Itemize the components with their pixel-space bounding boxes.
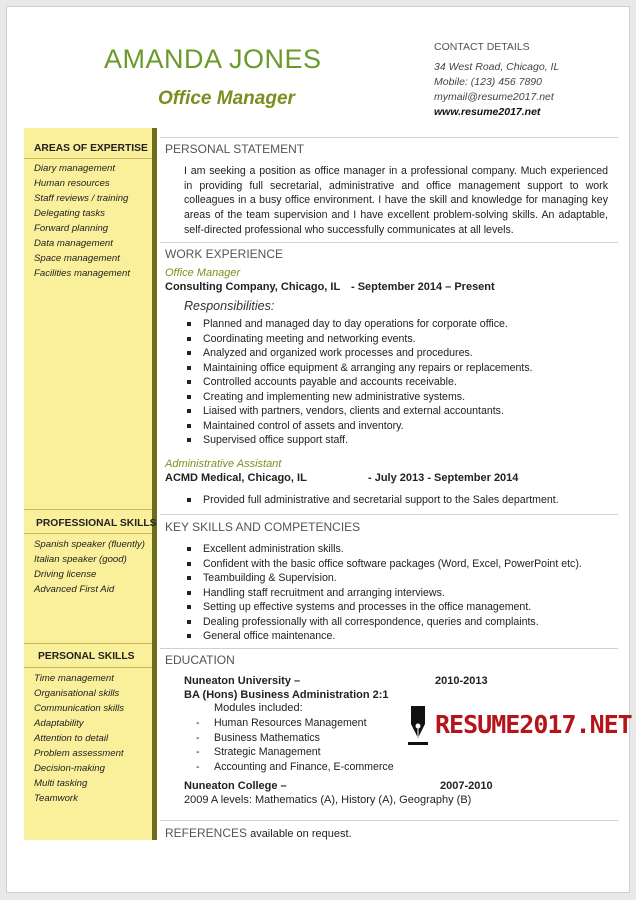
list-item: Advanced First Aid (34, 584, 115, 595)
list-item: Maintained control of assets and inventory. (186, 419, 533, 434)
skills-bullets (186, 542, 582, 644)
contact-email[interactable]: mymail@resume2017.net (434, 91, 554, 103)
statement-heading: PERSONAL STATEMENT (165, 142, 305, 156)
job1-title: Office Manager (165, 267, 241, 279)
job1-bullets (186, 317, 533, 448)
references-heading: REFERENCES (165, 826, 248, 840)
list-item: Organisational skills (34, 688, 120, 699)
list-item: Human resources (34, 178, 110, 189)
candidate-name: AMANDA JONES (104, 44, 322, 74)
job1-company: Consulting Company, Chicago, IL (165, 281, 341, 293)
modules-list (196, 716, 394, 774)
references-text: available on request. (247, 828, 352, 840)
section-rule (160, 514, 618, 515)
list-item: Confident with the basic office software packages (Word, Excel, PowerPoint etc). (186, 557, 582, 572)
list-item: Time management (34, 673, 114, 684)
list-item: Space management (34, 253, 120, 264)
college-years: 2007-2010 (440, 780, 493, 792)
list-item: Delegating tasks (34, 208, 105, 219)
list-item: Communication skills (34, 703, 125, 714)
list-item: Diary management (34, 163, 116, 174)
contact-details (434, 40, 559, 120)
list-item: Spanish speaker (fluently) (34, 539, 145, 550)
list-item: - Accounting and Finance, E-commerce (196, 760, 394, 775)
experience-heading: WORK EXPERIENCE (165, 247, 284, 261)
skills-heading: KEY SKILLS AND COMPETENCIES (165, 520, 361, 534)
sidebar-rule (24, 158, 152, 159)
list-item: Excellent administration skills. (186, 542, 582, 557)
sidebar-rule (24, 509, 152, 510)
professional-heading: PROFESSIONAL SKILLS (36, 518, 157, 529)
college-name: Nuneaton College – (184, 780, 287, 792)
list-item: Provided full administrative and secretarial support to the Sales department. (186, 493, 559, 508)
contact-heading: CONTACT DETAILS (434, 41, 530, 53)
list-item: Adaptability (34, 718, 84, 729)
contact-website[interactable]: www.resume2017.net (434, 106, 541, 118)
education-heading: EDUCATION (165, 653, 235, 667)
references (165, 826, 352, 840)
section-rule (160, 242, 618, 243)
section-rule (160, 820, 618, 821)
university-name: Nuneaton University – (184, 675, 301, 687)
fountain-pen-icon (405, 706, 431, 750)
sidebar-rule (24, 667, 152, 668)
expertise-heading: AREAS OF EXPERTISE (34, 143, 148, 154)
job2-title: Administrative Assistant (165, 458, 282, 470)
list-item: - Strategic Management (196, 745, 394, 760)
list-item: Data management (34, 238, 113, 249)
list-item: Forward planning (34, 223, 109, 234)
list-item: Supervised office support staff. (186, 433, 533, 448)
sidebar-divider (152, 128, 157, 840)
sidebar-rule (24, 533, 152, 534)
list-item: General office maintenance. (186, 629, 582, 644)
list-item: Problem assessment (34, 748, 124, 759)
list-item: Facilities management (34, 268, 130, 279)
job1-dates: - September 2014 – Present (351, 281, 495, 293)
job2-company: ACMD Medical, Chicago, IL (165, 472, 307, 484)
list-item: Driving license (34, 569, 97, 580)
responsibilities-label: Responsibilities: (184, 299, 275, 313)
job2-bullets (186, 493, 559, 508)
list-item: Attention to detail (34, 733, 109, 744)
list-item: Teambuilding & Supervision. (186, 571, 582, 586)
list-item: Decision-making (34, 763, 105, 774)
list-item: Maintaining office equipment & arranging any repairs or replacements. (186, 361, 533, 376)
list-item: Setting up effective systems and processes in the office management. (186, 600, 582, 615)
list-item: Handling staff recruitment and arranging interviews. (186, 586, 582, 601)
expertise-list (34, 161, 130, 281)
list-item: Creating and implementing new administrative systems. (186, 390, 533, 405)
list-item: Multi tasking (34, 778, 88, 789)
personal-list (34, 671, 124, 806)
list-item: Coordinating meeting and networking events. (186, 332, 533, 347)
watermark-text: RESUME2017.NET (435, 710, 632, 739)
university-years: 2010-2013 (435, 675, 488, 687)
list-item: Planned and managed day to day operations for corporate office. (186, 317, 533, 332)
modules-label: Modules included: (214, 702, 303, 714)
list-item: Analyzed and organized work processes and procedures. (186, 346, 533, 361)
list-item: - Business Mathematics (196, 731, 394, 746)
a-levels: 2009 A levels: Mathematics (A), History (A), Geography (B) (184, 794, 472, 806)
sidebar-rule (24, 643, 152, 644)
list-item: - Human Resources Management (196, 716, 394, 731)
list-item: Italian speaker (good) (34, 554, 127, 565)
list-item: Teamwork (34, 793, 78, 804)
list-item: Dealing professionally with all correspondence, queries and complaints. (186, 615, 582, 630)
section-rule (160, 137, 618, 138)
degree: BA (Hons) Business Administration 2:1 (184, 689, 389, 701)
list-item: Staff reviews / training (34, 193, 129, 204)
candidate-role: Office Manager (158, 88, 295, 109)
section-rule (160, 648, 618, 649)
job2-dates: - July 2013 - September 2014 (368, 472, 519, 484)
contact-address: 34 West Road, Chicago, IL (434, 61, 560, 73)
contact-mobile: Mobile: (123) 456 7890 (434, 76, 542, 88)
professional-list (34, 537, 145, 597)
list-item: Liaised with partners, vendors, clients and external accountants. (186, 404, 533, 419)
personal-heading: PERSONAL SKILLS (38, 651, 135, 662)
resume-watermark (405, 706, 632, 752)
list-item: Controlled accounts payable and accounts receivable. (186, 375, 533, 390)
statement-text: I am seeking a position as office manager in a professional company. Much experienced in providing full secretarial, administrative and office management support to work colleagues in a busy office environment. I have the skill and knowledge for managing key areas of the team supervision and I have excellent problem-solving skills. An adaptable, self-directed professional who successfully communicates at all levels. (184, 165, 608, 236)
